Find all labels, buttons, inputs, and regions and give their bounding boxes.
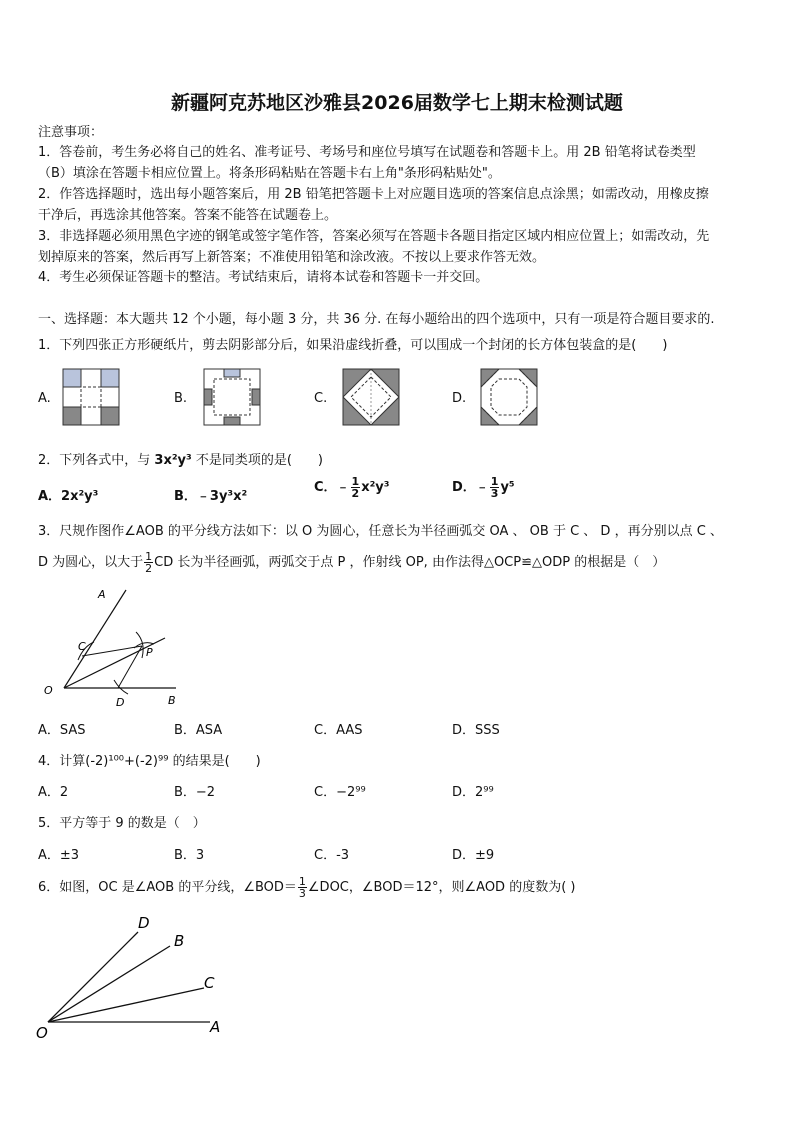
label-p: P — [146, 646, 153, 659]
q1-figure-d — [481, 369, 537, 425]
q6-figure — [30, 910, 230, 1040]
q3-option-c: C．AAS — [314, 723, 363, 738]
q2-stem: 2．下列各式中，与 3x²y³ 不是同类项的是( ) — [38, 453, 323, 468]
q1-figure-a — [63, 369, 119, 425]
q1-option-a-label: A. — [38, 391, 51, 406]
notice-line-1b: （B）填涂在答题卡相应位置上。将条形码粘贴在答题卡右上角"条形码粘贴处"。 — [38, 166, 501, 181]
q5-option-c: C．-3 — [314, 848, 350, 863]
q4-option-a: A．2 — [38, 785, 69, 800]
q2-option-d: D．﹣ $\frac{1}{3}$ y⁵ — [452, 475, 515, 500]
q3-line-1: 3．尺规作图作∠AOB 的平分线方法如下：以 O 为圆心，任意长为半径画弧交 OA 、 OB 于 C 、 D ，再分别以点 C 、 — [38, 524, 723, 539]
q3-option-b: B．ASA — [174, 723, 223, 738]
label-o: O — [36, 1024, 48, 1042]
q1-option-c-label: C. — [314, 391, 328, 406]
label-b: B — [168, 694, 176, 707]
notice-heading: 注意事项： — [38, 125, 104, 140]
q1-figure-c — [343, 369, 399, 425]
page-title: 新疆阿克苏地区沙雅县2026届数学七上期末检测试题 — [171, 92, 623, 114]
q3-option-a: A．SAS — [38, 723, 86, 738]
section-heading: 一、选择题：本大题共 12 个小题，每小题 3 分，共 36 分. 在每小题给出的四个选项中，只有一项是符合题目要求的. — [38, 312, 715, 327]
label-d: D — [116, 696, 125, 709]
q2-option-b: B．﹣3y³x² — [174, 489, 248, 504]
q4-option-b: B．−2 — [174, 785, 216, 800]
q1-option-d-label: D. — [452, 391, 467, 406]
q4-stem: 4．计算(-2)¹⁰⁰+(-2)⁹⁹ 的结果是( ) — [38, 754, 261, 769]
notice-line-2: 2．作答选择题时，选出每小题答案后，用 2B 铅笔把答题卡上对应题目选项的答案信息点涂黑；如需改动，用橡皮擦 — [38, 187, 709, 202]
label-c: C — [204, 974, 215, 992]
label-d: D — [138, 914, 150, 932]
notice-line-2b: 干净后，再选涂其他答案。答案不能答在试题卷上。 — [38, 208, 338, 223]
label-a: A — [98, 588, 106, 601]
q1-figure-b — [204, 369, 260, 425]
q1-stem: 1．下列四张正方形硬纸片，剪去阴影部分后，如果沿虚线折叠，可以围成一个封闭的长方体包装盒的是( ) — [38, 338, 668, 353]
notice-line-4: 4．考生必须保证答题卡的整洁。考试结束后，请将本试卷和答题卡一并交回。 — [38, 270, 489, 285]
q2-option-a: A．2x²y³ — [38, 489, 99, 504]
q5-option-b: B．3 — [174, 848, 205, 863]
q5-stem: 5．平方等于 9 的数是（ ） — [38, 816, 206, 831]
label-b: B — [174, 932, 185, 950]
q1-option-b-label: B. — [174, 391, 188, 406]
label-a: A — [210, 1018, 221, 1036]
label-c: C — [78, 640, 86, 653]
notice-line-1: 1．答卷前，考生务必将自己的姓名、准考证号、考场号和座位号填写在试题卷和答题卡上。用 2B 铅笔将试卷类型 — [38, 145, 696, 160]
q5-option-a: A．±3 — [38, 848, 80, 863]
q6-stem: 6．如图，OC 是∠AOB 的平分线，∠BOD＝ $\frac{1}{3}$ ∠DOC，∠BOD＝12°，则∠AOD 的度数为( ) — [38, 875, 576, 900]
q3-line-2: D 为圆心，以大于 $\frac{1}{2}$ CD 长为半径画弧，两弧交于点 P ，作射线 OP, 由作法得△OCP≌△ODP 的根据是（ ） — [38, 550, 666, 575]
q2-option-c: C．﹣ $\frac{1}{2}$ x²y³ — [314, 475, 390, 500]
notice-line-3b: 划掉原来的答案，然后再写上新答案；不准使用铅笔和涂改液。不按以上要求作答无效。 — [38, 250, 546, 265]
q4-option-c: C．−2⁹⁹ — [314, 785, 366, 800]
q5-option-d: D．±9 — [452, 848, 495, 863]
q4-option-d: D．2⁹⁹ — [452, 785, 494, 800]
label-o: O — [44, 684, 53, 697]
notice-line-3: 3．非选择题必须用黑色字迹的钢笔或签字笔作答，答案必须写在答题卡各题目指定区域内相应位置上；如需改动，先 — [38, 229, 710, 244]
q3-figure — [38, 586, 198, 712]
q3-option-d: D．SSS — [452, 723, 500, 738]
